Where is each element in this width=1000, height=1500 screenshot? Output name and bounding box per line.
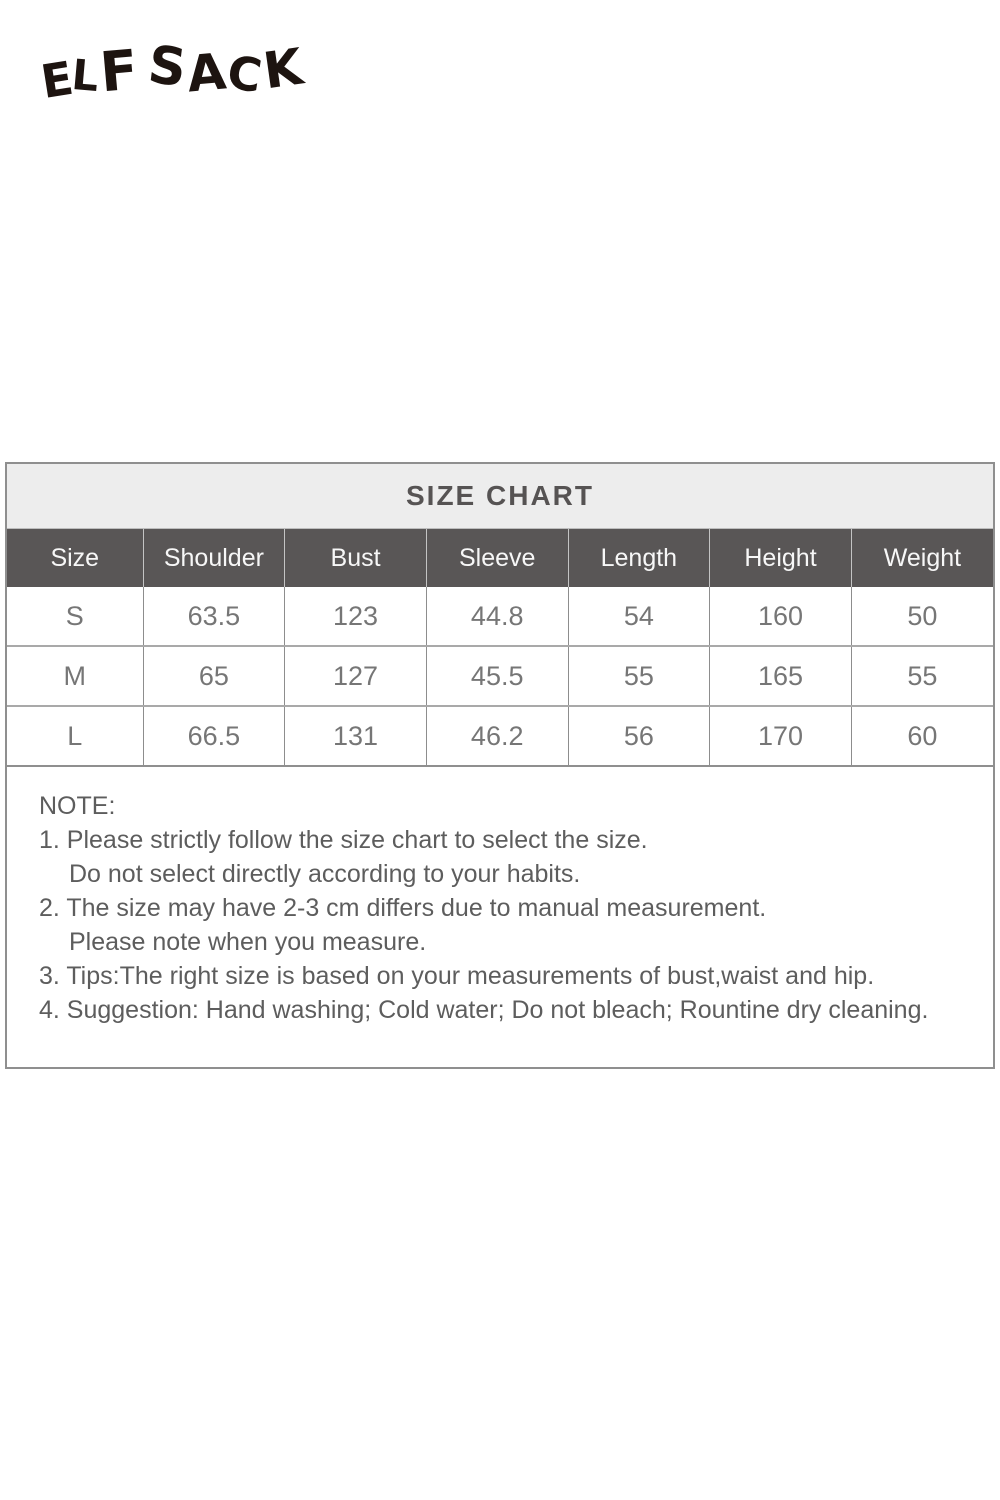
logo-letter: L: [70, 49, 102, 102]
table-row-l: [7, 706, 993, 765]
table-cell: 123: [285, 587, 427, 646]
table-cell: 45.5: [426, 646, 568, 706]
table-cell: 165: [710, 646, 852, 706]
note-line-1b: Do not select directly according to your habits.: [69, 860, 581, 888]
table-cell: 170: [710, 706, 852, 765]
header-row: [7, 529, 993, 587]
logo-letter: F: [97, 37, 141, 105]
table-cell: 54: [568, 587, 710, 646]
table-cell: 46.2: [426, 706, 568, 765]
size-chart-title: SIZE CHART: [7, 464, 993, 529]
logo-letter: K: [259, 37, 307, 101]
column-header-shoulder: Shoulder: [143, 529, 285, 587]
table-cell: S: [7, 587, 143, 646]
table-cell: 127: [285, 646, 427, 706]
table-row-s: [7, 587, 993, 646]
note-line-2: 2. The size may have 2-3 cm differs due to manual measurement.: [39, 894, 767, 922]
column-header-height: Height: [710, 529, 852, 587]
table-cell: 66.5: [143, 706, 285, 765]
table-cell: 131: [285, 706, 427, 765]
table-cell: 44.8: [426, 587, 568, 646]
table-cell: 63.5: [143, 587, 285, 646]
logo-letter: C: [223, 44, 266, 104]
table-cell: 60: [851, 706, 993, 765]
notes-section: [7, 765, 993, 1067]
table-cell: 55: [851, 646, 993, 706]
table-cell: L: [7, 706, 143, 765]
column-header-size: Size: [7, 529, 143, 587]
note-line-4: 4. Suggestion: Hand washing; Cold water; Do not bleach; Rountine dry cleaning.: [39, 996, 929, 1024]
brand-logo: [37, 34, 307, 122]
table-cell: 56: [568, 706, 710, 765]
table-cell: 50: [851, 587, 993, 646]
column-header-weight: Weight: [851, 529, 993, 587]
column-header-bust: Bust: [285, 529, 427, 587]
note-line-1: 1. Please strictly follow the size chart to select the size.: [39, 826, 648, 854]
table-cell: 65: [143, 646, 285, 706]
column-header-sleeve: Sleeve: [426, 529, 568, 587]
logo-letter: A: [184, 42, 229, 104]
size-chart-panel: [5, 462, 995, 1069]
size-chart-table: [7, 529, 993, 765]
notes-heading: NOTE:: [39, 792, 116, 820]
table-row-m: [7, 646, 993, 706]
table-cell: 55: [568, 646, 710, 706]
logo-letter: E: [37, 50, 77, 110]
note-line-3: 3. Tips:The right size is based on your measurements of bust,waist and hip.: [39, 962, 875, 990]
table-cell: 160: [710, 587, 852, 646]
logo-letter: S: [144, 34, 190, 100]
note-line-2b: Please note when you measure.: [69, 928, 427, 956]
table-cell: M: [7, 646, 143, 706]
column-header-length: Length: [568, 529, 710, 587]
